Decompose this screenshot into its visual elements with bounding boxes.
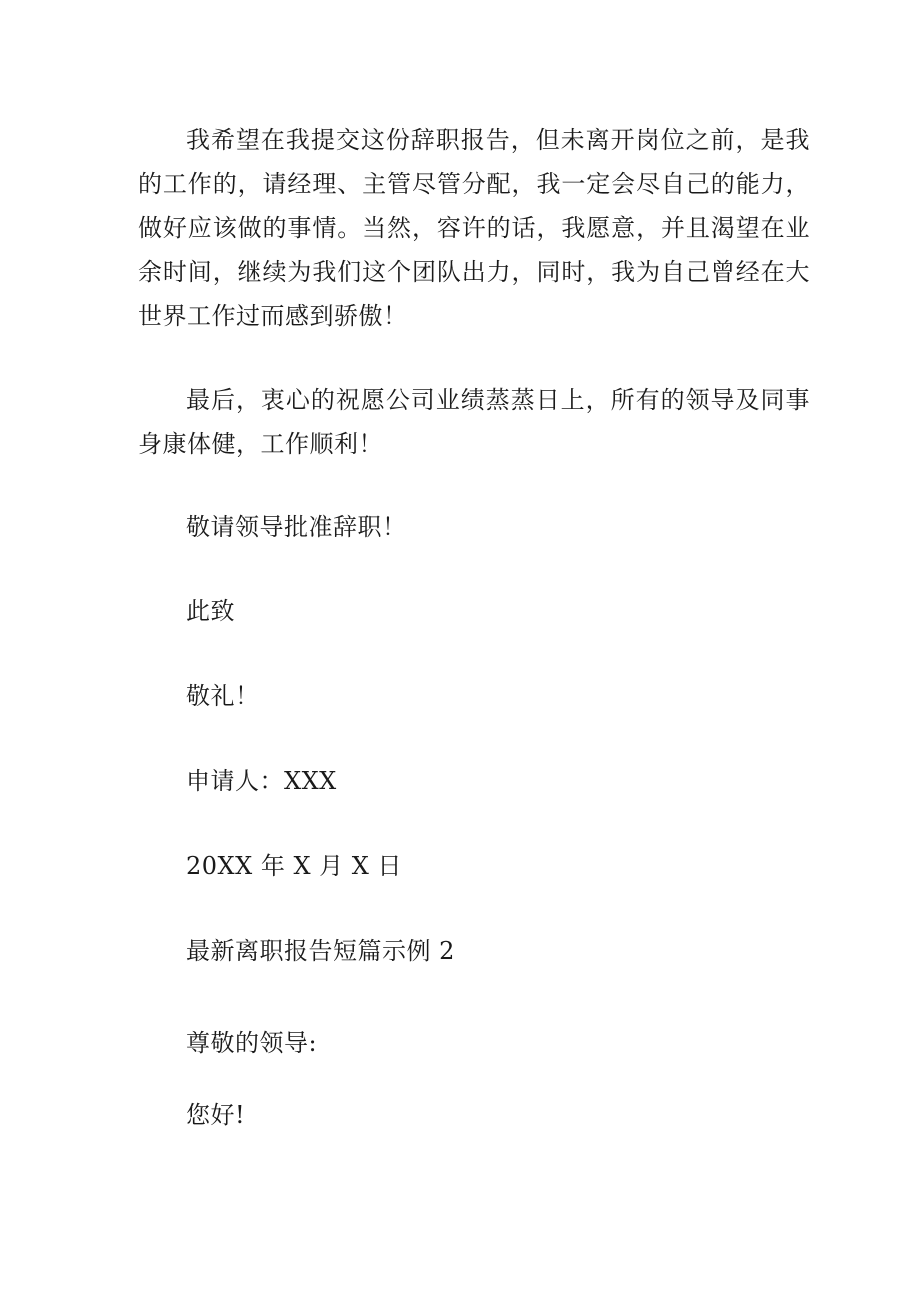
request-line: 敬请领导批准辞职！ bbox=[186, 513, 407, 541]
body-paragraph-2: 最后，衷心的祝愿公司业绩蒸蒸日上，所有的领导及同事身康体健，工作顺利！ bbox=[138, 386, 810, 458]
applicant-line: 申请人：XXX bbox=[186, 767, 337, 795]
next-section-title: 最新离职报告短篇示例 2 bbox=[186, 937, 455, 965]
closing-line-2: 敬礼！ bbox=[186, 682, 260, 710]
salutation-line: 尊敬的领导: bbox=[186, 1029, 318, 1057]
greeting-line: 您好! bbox=[186, 1101, 246, 1129]
date-line: 20XX 年 X 月 X 日 bbox=[186, 852, 403, 880]
closing-line-1: 此致 bbox=[186, 597, 235, 625]
body-paragraph-1: 我希望在我提交这份辞职报告，但未离开岗位之前，是我的工作的，请经理、主管尽管分配，我一定会尽自己的能力，做好应该做的事情。当然，容许的话，我愿意，并且渴望在业余时间，继续为我们这个团队出力，同时，我为自己曾经在大世界工作过而感到骄傲！ bbox=[138, 126, 810, 330]
